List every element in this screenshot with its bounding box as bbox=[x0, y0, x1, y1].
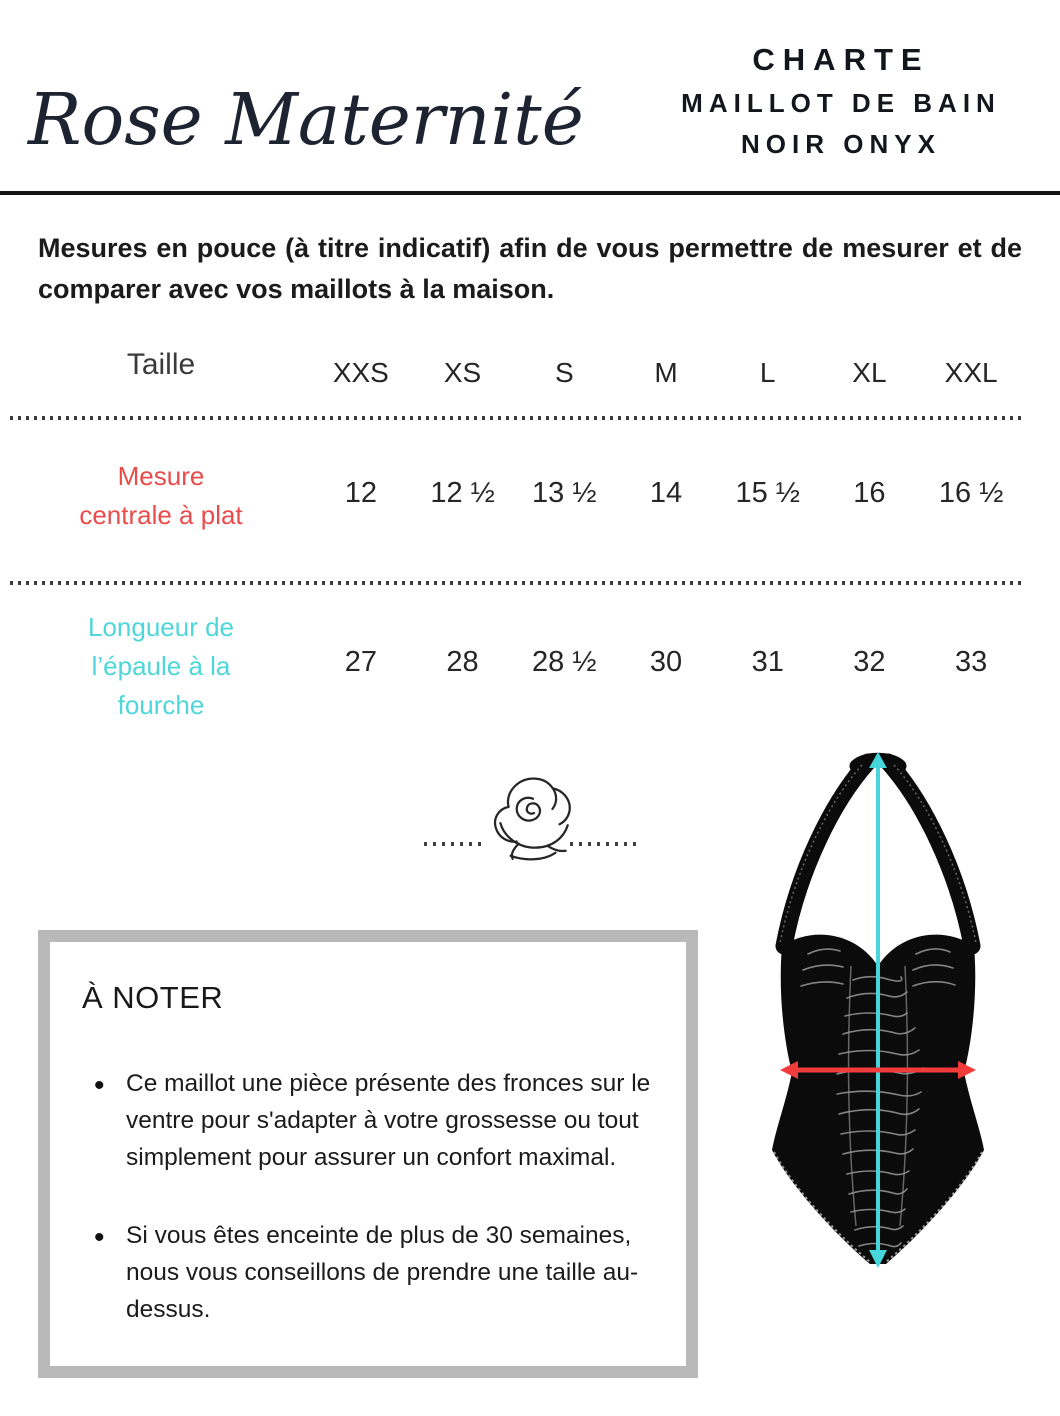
length-l: 31 bbox=[751, 646, 784, 678]
note-box-title: À NOTER bbox=[82, 980, 224, 1015]
length-xl: 32 bbox=[853, 646, 886, 678]
table-row-flat-center-measure bbox=[12, 457, 1022, 535]
size-column-xs: XS bbox=[443, 357, 482, 388]
right-strap bbox=[888, 762, 972, 946]
chart-title-line-2: MAILLOT DE BAIN bbox=[681, 88, 1001, 118]
flat-measure-xl: 16 bbox=[853, 477, 886, 509]
size-table-header-label: Taille bbox=[126, 348, 196, 381]
dotted-divider-1 bbox=[10, 416, 1022, 420]
chart-title-line-3: NOIR ONYX bbox=[741, 129, 941, 159]
brand-logo: Rose Maternité bbox=[28, 77, 584, 161]
swimsuit-illustration bbox=[750, 750, 1006, 1274]
rose-divider bbox=[424, 764, 640, 862]
size-column-xxs: XXS bbox=[332, 357, 389, 388]
rose-divider-dots-right bbox=[570, 842, 640, 846]
length-xxl: 33 bbox=[955, 646, 988, 678]
length-m: 30 bbox=[649, 646, 683, 678]
size-column-s: S bbox=[554, 357, 574, 388]
note-box bbox=[38, 930, 698, 1378]
rose-divider-dots-left bbox=[424, 842, 486, 846]
chart-title bbox=[652, 42, 1030, 160]
length-xxs: 27 bbox=[344, 646, 377, 678]
size-column-xxl: XXL bbox=[944, 357, 998, 388]
row-label-shoulder-to-crotch: Longueur de l’épaule à la fourche bbox=[87, 612, 235, 720]
size-column-xl: XL bbox=[852, 357, 887, 388]
size-column-m: M bbox=[654, 357, 678, 388]
note-bullet-list bbox=[80, 1066, 662, 1329]
flat-measure-xxs: 12 bbox=[344, 477, 377, 509]
row-label-flat-center-measure: Mesure centrale à plat bbox=[79, 461, 243, 530]
size-column-l: L bbox=[759, 357, 776, 388]
note-bullet-1: • Ce maillot une pièce présente des fronces sur le ventre pour s'adapter à votre grossesse ou tout simplement pour assurer un confort maximal. bbox=[80, 1066, 662, 1176]
note-bullet-2: • Si vous êtes enceinte de plus de 30 semaines, nous vous conseillons de prendre une taille au-dessus. bbox=[80, 1218, 662, 1328]
length-s: 28 ½ bbox=[532, 646, 597, 678]
header-divider bbox=[0, 191, 1060, 195]
flat-measure-m: 14 bbox=[649, 477, 683, 509]
flat-measure-l: 15 ½ bbox=[735, 477, 800, 509]
intro-paragraph: Mesures en pouce (à titre indicatif) afin de vous permettre de mesurer et de comparer avec vos maillots à la maison. bbox=[38, 233, 1022, 305]
table-row-shoulder-to-crotch-length bbox=[12, 608, 1022, 725]
dotted-divider-2 bbox=[10, 581, 1022, 585]
left-strap bbox=[784, 762, 868, 946]
flat-measure-xxl: 16 ½ bbox=[938, 477, 1004, 509]
size-table-header-row bbox=[12, 348, 1022, 389]
chart-title-line-1: CHARTE bbox=[752, 42, 930, 77]
rose-icon bbox=[480, 764, 582, 862]
flat-measure-xs: 12 ½ bbox=[430, 477, 495, 509]
length-xs: 28 bbox=[446, 646, 479, 678]
flat-measure-s: 13 ½ bbox=[532, 477, 597, 509]
